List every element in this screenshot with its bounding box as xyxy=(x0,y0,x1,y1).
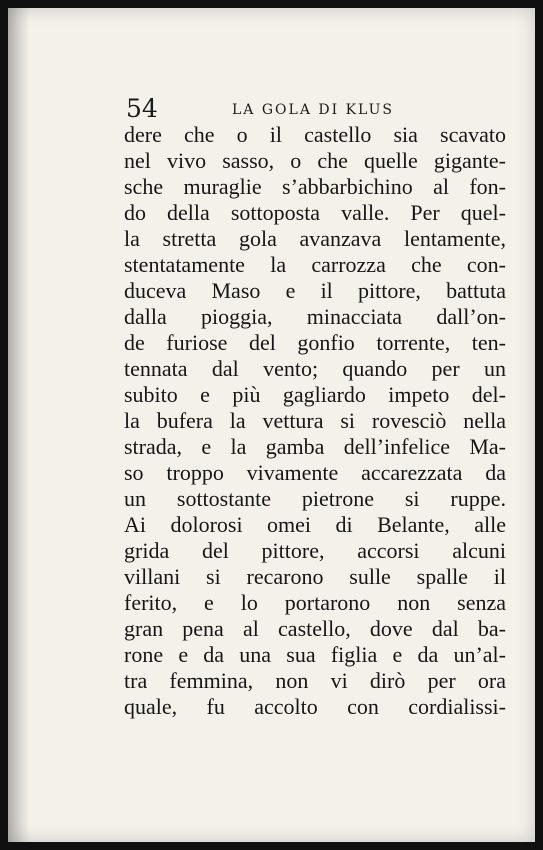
page-number: 54 xyxy=(126,94,158,123)
text-line: duceva Maso e il pittore, battuta xyxy=(124,278,506,303)
text-line: subito e più gagliardo impeto del- xyxy=(124,382,506,407)
text-line: quale, fu accolto con cordialissi- xyxy=(124,694,506,719)
running-head xyxy=(126,94,426,124)
text-line: grida del pittore, accorsi alcuni xyxy=(124,538,506,563)
text-line: tennata dal vento; quando per un xyxy=(124,356,506,381)
body-text xyxy=(124,122,506,720)
text-line: Ai dolorosi omei di Belante, alle xyxy=(124,512,506,537)
text-line: gran pena al castello, dove dal ba- xyxy=(124,616,506,641)
text-line: strada, e la gamba dell’infelice Ma- xyxy=(124,434,506,459)
text-line: sche muraglie s’abbarbichino al fon- xyxy=(124,174,506,199)
text-line: nel vivo sasso, o che quelle gigante- xyxy=(124,148,506,173)
text-line: ferito, e lo portarono non senza xyxy=(124,590,506,615)
text-line: dalla pioggia, minacciata dall’on- xyxy=(124,304,506,329)
text-line: la bufera la vettura si rovesciò nella xyxy=(124,408,506,433)
text-line: un sottostante pietrone si ruppe. xyxy=(124,486,506,511)
text-line: so troppo vivamente accarezzata da xyxy=(124,460,506,485)
text-line: tra femmina, non vi dirò per ora xyxy=(124,668,506,693)
page-gutter-shadow xyxy=(8,8,30,842)
text-line: rone e da una sua figlia e da un’al- xyxy=(124,642,506,667)
text-line: dere che o il castello sia scavato xyxy=(124,122,506,147)
text-line: villani si recarono sulle spalle il xyxy=(124,564,506,589)
text-line: do della sottoposta valle. Per quel- xyxy=(124,200,506,225)
running-title: LA GOLA DI KLUS xyxy=(232,102,394,118)
text-line: stentatamente la carrozza che con- xyxy=(124,252,506,277)
text-line: la stretta gola avanzava lentamente, xyxy=(124,226,506,251)
text-line: de furiose del gonfio torrente, ten- xyxy=(124,330,506,355)
book-page xyxy=(8,8,535,842)
